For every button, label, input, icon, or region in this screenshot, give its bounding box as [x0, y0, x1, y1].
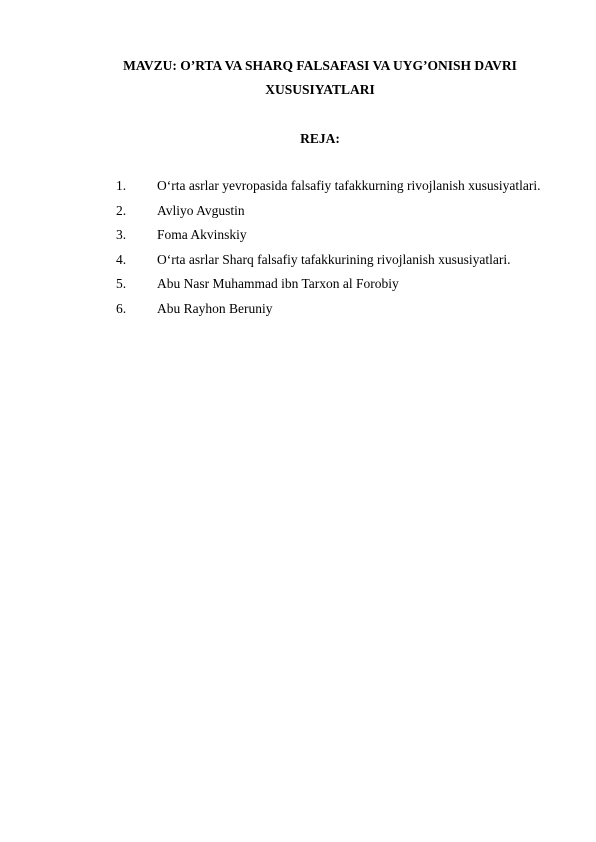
plan-item-text: Avliyo Avgustin — [157, 202, 245, 218]
plan-item-text: O‘rta asrlar yevropasida falsafiy tafakkurning rivojlanish xususiyatlari. — [157, 178, 541, 193]
document-title-line-2: XUSUSIYATLARI — [265, 82, 375, 97]
plan-item-number: 2. — [116, 202, 127, 218]
document-title-line-1: MAVZU: O’RTA VA SHARQ FALSAFASI VA UYG’ONISH DAVRI — [123, 58, 517, 73]
plan-item-number: 6. — [116, 300, 127, 316]
plan-item-text: Abu Nasr Muhammad ibn Tarxon al Forobiy — [157, 276, 399, 291]
plan-item-number: 5. — [116, 276, 127, 291]
plan-item-number: 3. — [116, 227, 127, 242]
plan-item-text: O‘rta asrlar Sharq falsafiy tafakkurining rivojlanish xususiyatlari. — [157, 251, 511, 267]
plan-item-number: 4. — [116, 251, 127, 267]
plan-item-number: 1. — [116, 178, 127, 193]
plan-item-text: Foma Akvinskiy — [157, 227, 247, 242]
plan-item-text: Abu Rayhon Beruniy — [157, 300, 273, 316]
plan-heading: REJA: — [300, 131, 340, 146]
